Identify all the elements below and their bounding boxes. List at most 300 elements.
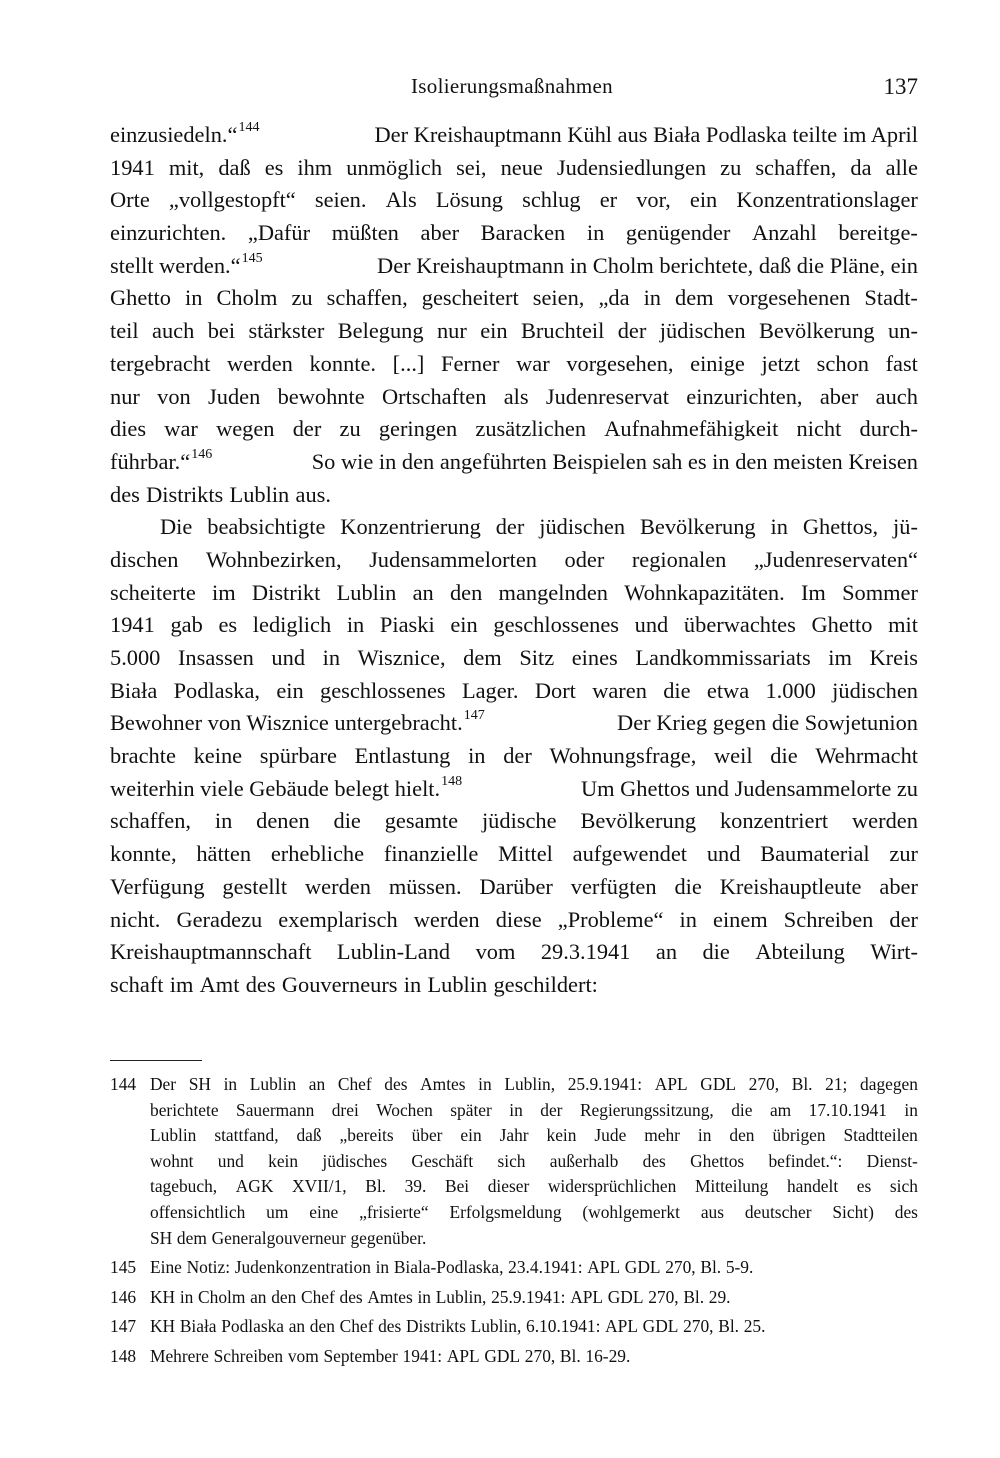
text-line: [110, 871, 918, 904]
word: mit,: [168, 154, 205, 180]
word: fast: [885, 350, 918, 376]
word: spürbare: [259, 743, 337, 769]
text-line: [110, 969, 918, 1002]
word: 5.000: [110, 645, 161, 670]
word: Lager.: [461, 677, 519, 703]
word: GDL: [624, 1257, 661, 1278]
word: werden: [852, 808, 918, 834]
text-line: [110, 805, 918, 838]
word: konnte.: [309, 350, 377, 376]
word: 5-9.: [725, 1257, 754, 1278]
word: bereitge-: [838, 220, 918, 246]
text-fragment: führbar.“: [110, 448, 191, 474]
word: 25.9.1941:: [567, 1074, 643, 1094]
word: der: [503, 743, 532, 769]
word: den: [729, 1125, 755, 1146]
word: dagegen: [860, 1074, 918, 1094]
word: des: [110, 481, 140, 507]
word: jü-: [893, 514, 918, 540]
word: APL: [654, 1074, 688, 1094]
word: handelt: [786, 1176, 839, 1197]
word: einzurichten,: [686, 383, 803, 409]
word: APL: [605, 1316, 638, 1337]
word: 270,: [524, 1345, 556, 1366]
word: die: [674, 873, 702, 899]
word: Erfolgsmeldung: [449, 1201, 562, 1222]
word: Lublin: [229, 481, 290, 507]
word: Podlaska,: [173, 677, 261, 703]
word: 270,: [683, 1316, 714, 1337]
footnote-reference[interactable]: 147: [463, 708, 485, 724]
word: Cholm: [198, 1286, 246, 1307]
word: Dort: [534, 677, 576, 703]
word: oder: [564, 546, 605, 572]
word: Lösung: [435, 187, 503, 213]
word: gestellt: [222, 873, 288, 899]
word: Amtes: [367, 1286, 413, 1307]
word: durch-: [859, 416, 918, 442]
word: 29.3.1941: [540, 939, 631, 965]
word: von: [157, 383, 191, 409]
word: Lublin,: [470, 1316, 522, 1337]
word: teil: [110, 318, 139, 344]
word: als: [503, 383, 529, 409]
word: denen: [256, 808, 310, 834]
word: Bruchteil: [521, 318, 605, 344]
word: „Probleme“: [557, 906, 664, 932]
word: konnte,: [110, 841, 177, 867]
word: aber: [420, 220, 460, 246]
word: 16-29.: [585, 1345, 631, 1366]
word: jüdische: [481, 808, 557, 834]
word: hätten: [196, 841, 252, 867]
word: Kreishauptmannschaft: [110, 939, 312, 965]
word: Wirt-: [870, 939, 918, 965]
word: einzurichten.: [110, 220, 227, 246]
word: vom: [287, 1345, 319, 1366]
word: Bl.: [683, 1286, 705, 1307]
word: Bevölkerung: [758, 318, 875, 344]
word: mit: [888, 612, 918, 638]
word: erhebliche: [270, 841, 365, 867]
footnote-reference[interactable]: 144: [238, 119, 260, 135]
word: Anzahl: [752, 220, 817, 246]
word: gesamte: [384, 808, 459, 834]
word: Podlaska: [221, 1316, 284, 1337]
word: Sauermann: [236, 1099, 315, 1120]
word: zusätzlichen: [475, 416, 587, 442]
word: 1941: [110, 612, 155, 638]
word: da: [850, 154, 872, 180]
word: sich: [889, 1176, 918, 1197]
word: 23.4.1941:: [508, 1257, 583, 1278]
footnote-line: [150, 1344, 918, 1370]
word: in: [478, 1074, 492, 1094]
word: werden: [413, 906, 480, 932]
word: Generalgouverneur: [211, 1227, 346, 1248]
word: zu: [339, 416, 361, 442]
word: Bl.: [791, 1074, 813, 1094]
footnote-line: [150, 1123, 918, 1149]
word: unmöglich: [346, 154, 443, 180]
word: Dienst-: [866, 1150, 918, 1171]
word: Distrikt: [251, 579, 321, 605]
word: zu: [720, 154, 742, 180]
word: Sicht): [832, 1201, 874, 1222]
word: kein: [546, 1125, 577, 1146]
word: 1941: [110, 154, 155, 180]
word: wegen: [216, 416, 275, 442]
word: genügender: [625, 220, 731, 246]
word: September: [323, 1345, 398, 1366]
word: er: [599, 187, 618, 213]
text-line: [110, 936, 918, 969]
footnote-147: [110, 1314, 918, 1340]
word: ein: [450, 612, 478, 638]
footnote-number: 146: [110, 1286, 137, 1307]
word: an: [288, 1316, 306, 1337]
word: 39.: [404, 1176, 427, 1197]
word: und: [217, 1150, 244, 1171]
word: un-: [888, 318, 918, 344]
word: Lublin: [150, 1125, 197, 1146]
word: dies: [110, 416, 147, 442]
word: Verfügung: [110, 873, 205, 899]
word: Jahr: [499, 1125, 529, 1146]
word: im: [169, 971, 194, 997]
word: schaft: [110, 971, 164, 997]
word: zu: [291, 285, 313, 311]
word: ein: [480, 318, 508, 344]
word: tagebuch,: [150, 1176, 218, 1197]
word: Wehrmacht: [815, 743, 918, 769]
word: der: [540, 1099, 563, 1120]
word: 270,: [648, 1286, 679, 1307]
word: des: [894, 1201, 918, 1222]
word: Chef: [301, 1286, 335, 1307]
word: eine: [309, 1201, 339, 1222]
word: einem: [713, 906, 768, 932]
word: kein: [268, 1150, 299, 1171]
word: Der: [150, 1074, 177, 1094]
word: 25.9.1941:: [491, 1286, 566, 1307]
text-line: [110, 315, 918, 348]
text-line: [110, 282, 918, 315]
word: regionalen: [631, 546, 727, 572]
text-fragment: stellt werden.“: [110, 252, 241, 278]
footnote-line: [150, 1226, 918, 1252]
footnote-number: 147: [110, 1316, 137, 1337]
word: stärkster: [248, 318, 325, 344]
word: und: [706, 841, 741, 867]
word: in: [214, 808, 233, 834]
word: drei: [331, 1099, 359, 1120]
word: die: [663, 677, 691, 703]
word: vor,: [636, 187, 671, 213]
word: Baumaterial: [760, 841, 870, 867]
word: jüdisches: [322, 1150, 388, 1171]
word: in: [679, 906, 697, 932]
word: dem: [176, 1227, 207, 1248]
footnote-145: [110, 1255, 918, 1281]
word: waren: [592, 677, 647, 703]
word: 1941:: [402, 1345, 443, 1366]
word: mangelnden: [498, 579, 608, 605]
word: in: [586, 220, 605, 246]
word: Stadtteilen: [843, 1125, 918, 1146]
word: dem: [463, 645, 502, 670]
word: des: [642, 1150, 666, 1171]
word: sei,: [456, 154, 487, 180]
word: schaffen,: [326, 285, 408, 311]
word: tergebracht: [110, 350, 211, 376]
word: Stadt-: [864, 285, 918, 311]
footnote-number: 144: [110, 1074, 137, 1094]
word: Ortschaften: [381, 383, 487, 409]
word: Insassen: [177, 645, 254, 670]
word: mehr: [644, 1125, 680, 1146]
word: im: [828, 645, 852, 670]
footnote-number: 145: [110, 1257, 137, 1278]
word: Schreiben: [213, 1345, 284, 1366]
word: in: [179, 1286, 194, 1307]
word: wohnt: [150, 1150, 194, 1171]
word: SH: [188, 1074, 211, 1094]
word: 270,: [665, 1257, 696, 1278]
word: scheiterte: [110, 579, 196, 605]
word: in: [185, 285, 203, 311]
text-line: [110, 152, 918, 185]
word: den: [271, 1286, 297, 1307]
word: Baracken: [480, 220, 566, 246]
word: daß: [218, 154, 251, 180]
word: Belegung: [337, 318, 424, 344]
word: Mittel: [498, 841, 553, 867]
word: Entlastung: [354, 743, 451, 769]
word: geschildert:: [493, 971, 598, 997]
word: Geradezu: [176, 906, 263, 932]
text-line: [110, 642, 918, 675]
word: um: [266, 1201, 289, 1222]
word: APL: [446, 1345, 480, 1366]
word: später: [450, 1099, 492, 1120]
word: ihm: [297, 154, 333, 180]
word: Lublin,: [435, 1286, 487, 1307]
word: widersprüchlichen: [547, 1176, 677, 1197]
word: Bl.: [365, 1176, 386, 1197]
word: Bl.: [718, 1316, 739, 1337]
text-line: [110, 707, 918, 740]
text-line: [110, 740, 918, 773]
word: verfügten: [570, 873, 657, 899]
word: 25.: [743, 1316, 766, 1337]
footnote-line: [150, 1098, 918, 1124]
text-fragment: So wie in den angeführten Beispielen sah es in den meisten Kreisen: [311, 448, 918, 474]
word: Ferner: [441, 350, 500, 376]
word: Aufnahmefähigkeit: [604, 416, 779, 442]
word: Judensammelorten: [369, 546, 537, 572]
footnote-separator: [110, 1060, 202, 1061]
word: Wohnbezirken,: [205, 546, 342, 572]
word: Judenreservat: [545, 383, 669, 409]
word: Jude: [594, 1125, 627, 1146]
footnote-reference[interactable]: 146: [191, 446, 213, 462]
word: auch: [875, 383, 918, 409]
word: „frisierte“: [359, 1201, 429, 1222]
word: in: [375, 1257, 390, 1278]
word: werden: [226, 350, 293, 376]
word: jüdischen: [539, 514, 626, 540]
word: des: [384, 1074, 408, 1094]
word: werden: [305, 873, 371, 899]
word: Lublin-Land: [336, 939, 451, 965]
footnote-146: [110, 1285, 918, 1311]
word: gegenüber.: [350, 1227, 427, 1248]
word: bewohnte: [277, 383, 365, 409]
word: Judensiedlungen: [556, 154, 707, 180]
word: nicht.: [110, 906, 161, 932]
word: berichtete: [150, 1099, 219, 1120]
word: geringen: [378, 416, 458, 442]
word: es: [218, 612, 238, 638]
word: Piaski: [379, 612, 435, 638]
text-line: [110, 413, 918, 446]
word: aus: [700, 1201, 724, 1222]
word: Wohnkapazitäten.: [624, 579, 785, 605]
word: in: [770, 514, 788, 540]
text-line: [110, 119, 918, 152]
word: nur: [110, 383, 140, 409]
word: Amtes: [420, 1074, 466, 1094]
text-fragment: Bewohner von Wisznice untergebracht.: [110, 710, 463, 736]
word: KH: [150, 1286, 176, 1307]
word: Biała: [179, 1316, 217, 1337]
body-text: [110, 119, 918, 1002]
word: exemplarisch: [278, 906, 398, 932]
word: konzentriert: [719, 808, 829, 834]
text-line: [110, 479, 918, 512]
word: Die: [160, 514, 193, 540]
word: vorgesehenen: [727, 285, 851, 311]
word: „vollgestopft“: [168, 187, 296, 213]
word: Kreishauptleute: [719, 873, 862, 899]
footnote-148: [110, 1344, 918, 1370]
word: Ghetto: [811, 612, 873, 638]
word: die: [702, 939, 730, 965]
text-line: [110, 381, 918, 414]
word: nicht: [796, 416, 842, 442]
footnote-line: [150, 1174, 918, 1200]
text-line: [110, 838, 918, 871]
word: des: [245, 971, 276, 997]
word: ein: [276, 677, 304, 703]
word: „Judenreservaten“: [753, 546, 918, 572]
text-fragment: Der Krieg gegen die Sowjetunion: [617, 710, 918, 736]
word: seien,: [532, 285, 585, 311]
word: Ghettos,: [802, 514, 879, 540]
word: offensichtlich: [150, 1201, 246, 1222]
word: jüdischen: [832, 677, 918, 703]
footnote-reference[interactable]: 145: [241, 250, 263, 266]
word: gab: [170, 612, 203, 638]
word: ein: [689, 187, 718, 213]
word: Bl.: [700, 1257, 722, 1278]
word: war: [164, 416, 198, 442]
word: an: [250, 1286, 267, 1307]
word: Konzentrationslager: [736, 187, 918, 213]
word: die: [333, 808, 361, 834]
text-fragment: weiterhin viele Gebäude belegt hielt.: [110, 775, 441, 801]
footnote-line: [150, 1285, 918, 1311]
word: müßten: [331, 220, 399, 246]
word: aber: [819, 383, 859, 409]
word: dem: [675, 285, 714, 311]
word: sich: [497, 1150, 526, 1171]
text-line: [110, 250, 918, 283]
word: weil: [714, 743, 753, 769]
word: Im: [800, 579, 826, 605]
word: einige: [690, 350, 745, 376]
word: in: [417, 1286, 431, 1307]
word: Ghettos: [690, 1150, 745, 1171]
footnote-144: [110, 1072, 918, 1251]
word: Distrikts: [146, 481, 224, 507]
word: stattfand,: [214, 1125, 279, 1146]
word: finanzielle: [383, 841, 479, 867]
word: schlug: [522, 187, 581, 213]
word: Bei: [444, 1176, 470, 1197]
word: KH: [150, 1316, 176, 1337]
word: aus.: [295, 481, 331, 507]
word: [...]: [392, 350, 425, 376]
word: am: [769, 1099, 792, 1120]
word: der: [495, 514, 525, 540]
word: dieser: [487, 1176, 530, 1197]
word: (wohlgemerkt: [582, 1201, 680, 1222]
word: SH: [150, 1227, 173, 1248]
word: die: [770, 743, 798, 769]
footnote-line: [150, 1149, 918, 1175]
word: Juden: [208, 383, 261, 409]
word: AGK: [235, 1176, 274, 1197]
footnote-line: [150, 1255, 918, 1281]
page-header: [106, 74, 918, 104]
word: überwachtes: [683, 612, 796, 638]
footnote-reference[interactable]: 148: [441, 773, 463, 789]
word: „da: [598, 285, 630, 311]
word: Notiz:: [186, 1257, 231, 1278]
text-fragment: Der Kreishauptmann Kühl aus Biała Podlaska teilte im April: [374, 122, 918, 147]
word: war: [516, 350, 550, 376]
word: Abteilung: [755, 939, 845, 965]
text-line: [110, 184, 918, 217]
word: Mitteilung: [694, 1176, 769, 1197]
word: in: [697, 1125, 712, 1146]
word: Ghetto: [110, 285, 171, 311]
word: befindet.“:: [768, 1150, 843, 1171]
word: „Dafür: [247, 220, 311, 246]
word: daß: [296, 1125, 322, 1146]
word: Gouverneurs: [281, 971, 398, 997]
word: an: [308, 1074, 326, 1094]
word: aber: [879, 873, 918, 899]
word: auch: [152, 318, 195, 344]
word: schaffen,: [755, 154, 837, 180]
word: schon: [816, 350, 869, 376]
word: übrigen: [772, 1125, 826, 1146]
word: Darüber: [479, 873, 553, 899]
footnote-line: [150, 1314, 918, 1340]
